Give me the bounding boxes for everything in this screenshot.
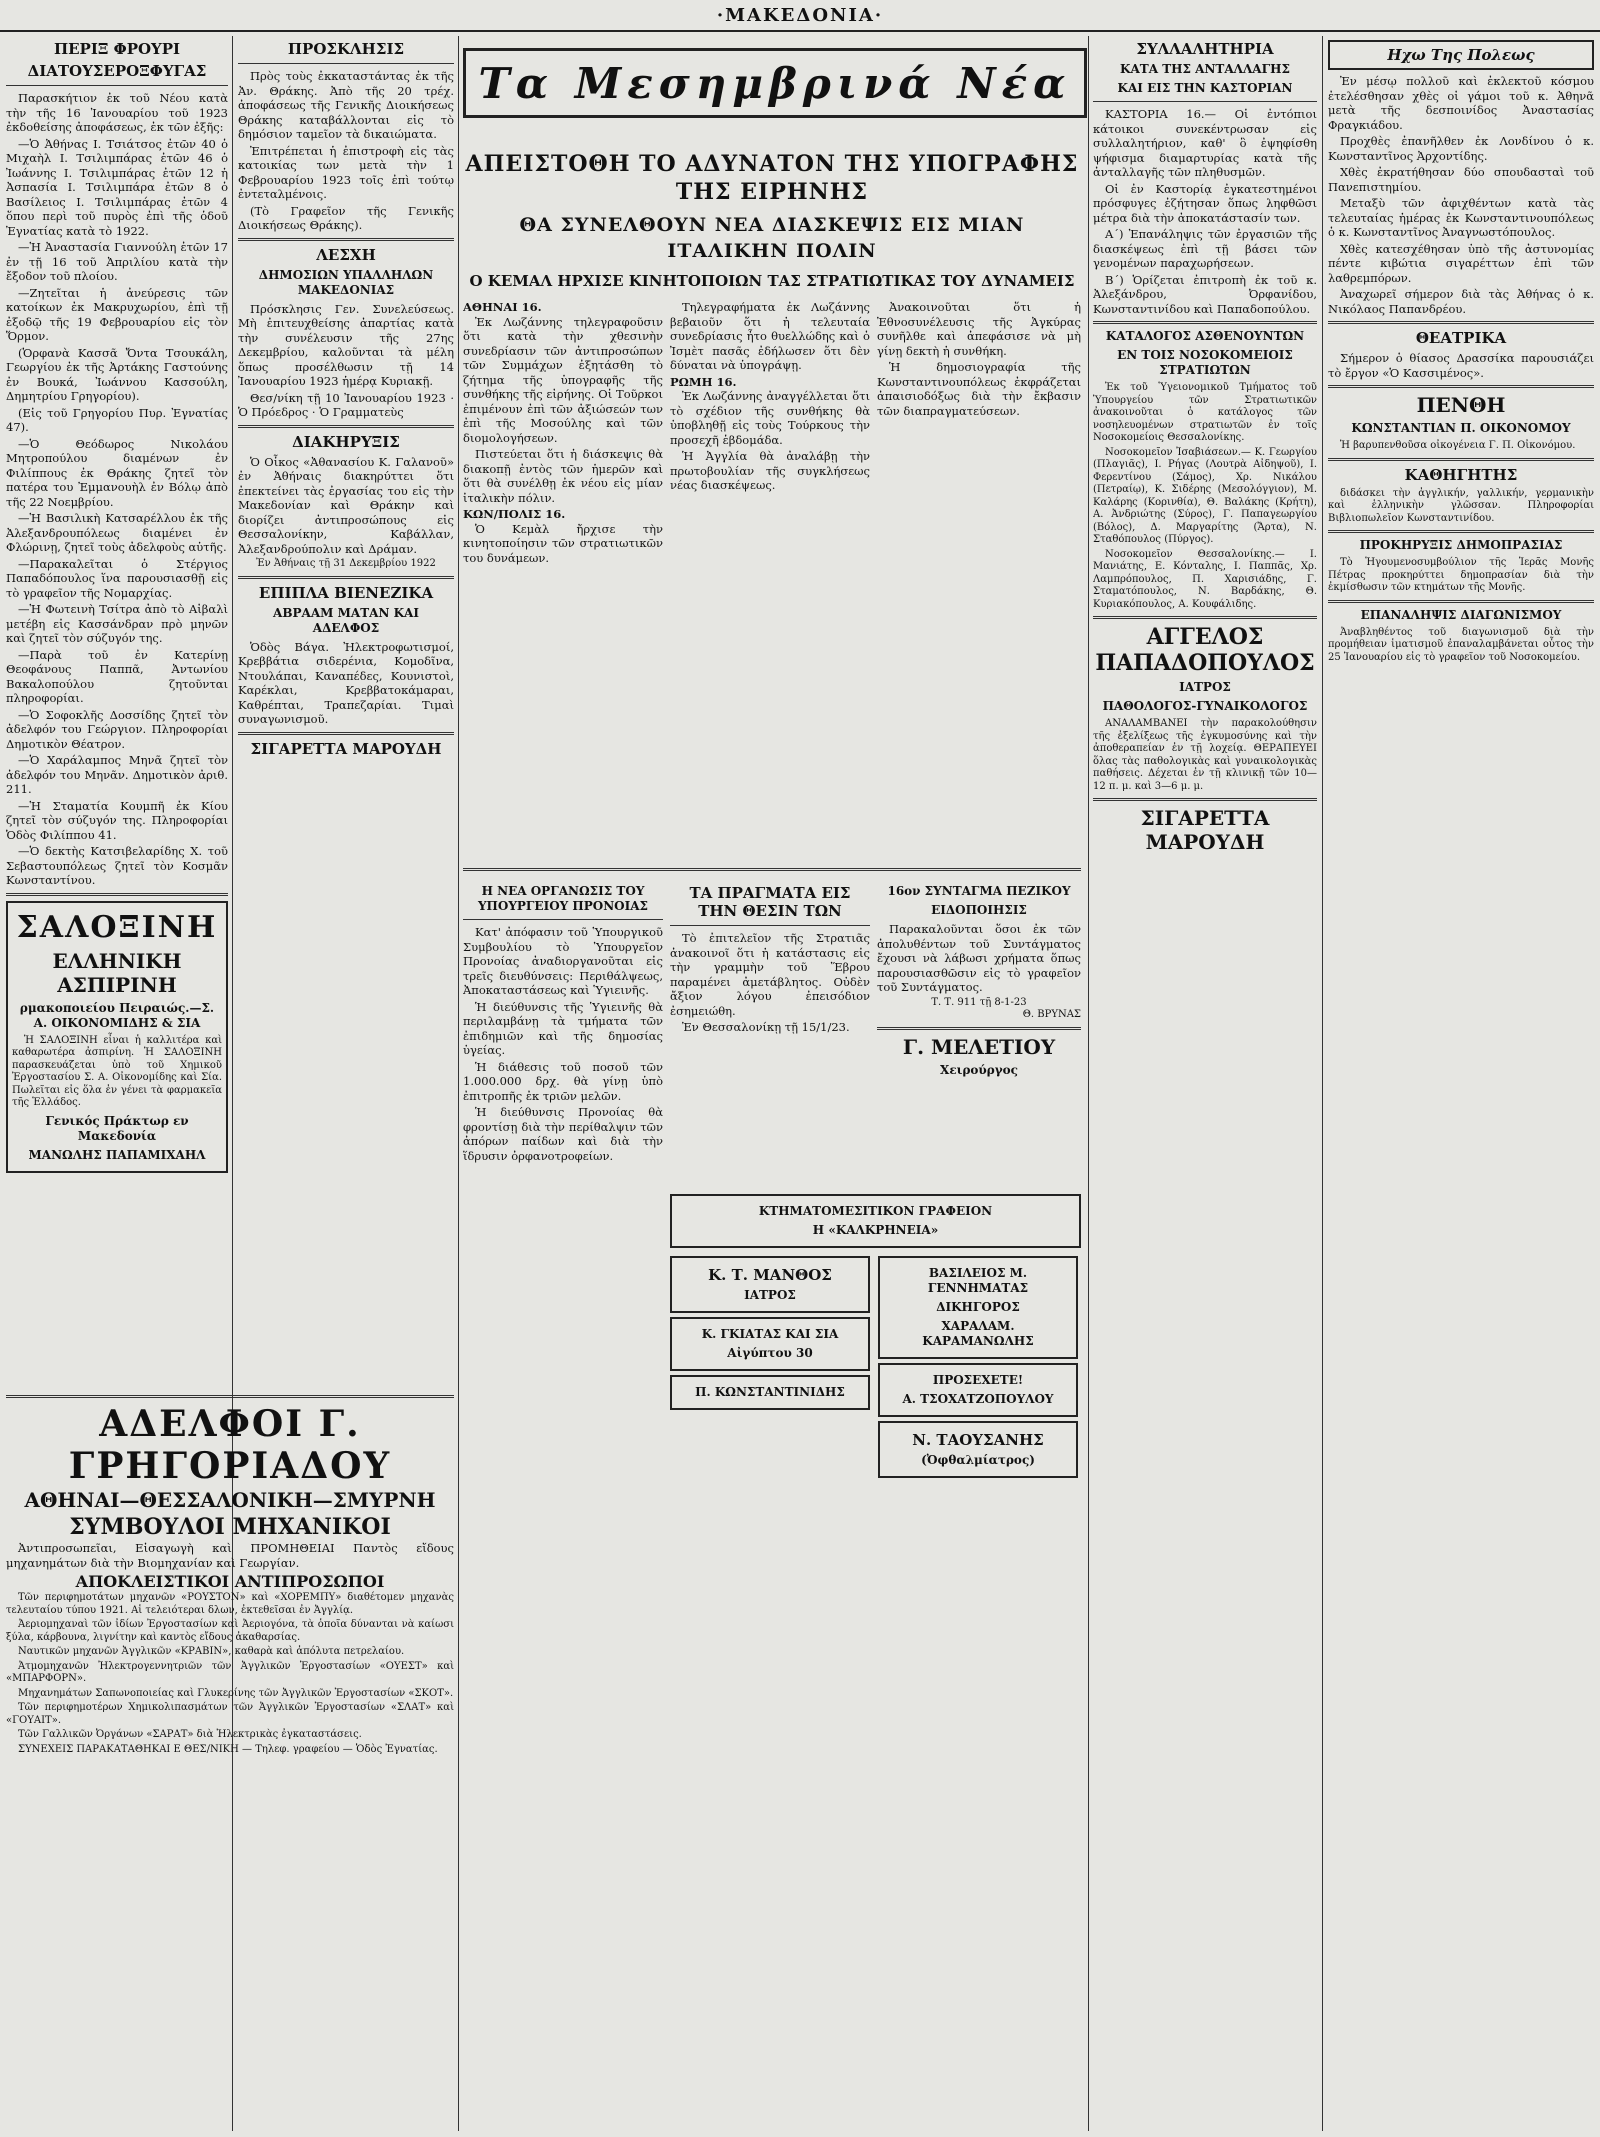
club-heading: ΛΕΣΧΗ: [316, 245, 376, 264]
furniture-heading: ΕΠΙΠΛΑ ΒΙΕΝΕΖΙΚΑ: [258, 583, 434, 602]
furniture-body: Ὁδὸς Βάγα. Ἠλεκτροφωτισμοί, Κρεββάτια σιδερένια, Κομοδῖνα, Ντουλάπαι, Καναπέδες, Κουνιστοὶ, Καρέκλαι, Κρεββατοκάμαραι, Καθρέπται, Τραπεζαρίαι. Τιμαὶ συναγωνισμοῦ.: [238, 639, 454, 726]
notice-heading: ΔΙΑΚΗΡΥΞΙΣ: [292, 432, 400, 451]
mid-ads: [670, 1190, 1081, 1620]
konst-name: Π. ΚΩΝΣΤΑΝΤΙΝΙΔΗΣ: [695, 1385, 845, 1399]
mid-col-a: Η ΝΕΑ ΟΡΓΑΝΩΣΙΣ ΤΟΥ ΥΠΟΥΡΓΕΙΟΥ ΠΡΟΝΟΙΑΣ Κατ' ἀπόφασιν τοῦ Ὑπουργικοῦ Συμβουλίου τὸ Ὑπουργεῖον Προνοίας ἀναδιοργανοῦται εἰς τρεῖς διευθύνσεις: Περιθάλψεως, Ἀποκαταστάσεως καὶ Ὑγιεινῆς. Ἡ διεύθυνσις τῆς Ὑγιεινῆς θὰ περιλαμβάνῃ τὰ τμήματα τῶν ἐπιδημιῶν καὶ τῆς δημοσίας ὑγείας. Ἡ διάθεσις τοῦ ποσοῦ τῶν 1.000.000 δρχ. θὰ γίνῃ ὑπὸ ἐπιτροπῆς ἐκ τριῶν μελῶν. Ἡ διεύθυνσις Προνοίας θὰ φροντίσῃ διὰ τὴν περίθαλψιν τῶν ἀπόρων παίδων καὶ διὰ τὴν ἵδρυσιν ὀρφανοτροφείων.: [463, 884, 663, 1163]
manthos-name: Κ. Τ. ΜΑΝΘΟΣ: [708, 1266, 832, 1284]
column-1: [6, 36, 228, 1536]
things-heading: ΤΑ ΠΡΑΓΜΑΤΑ ΕΙΣ ΤΗΝ ΘΕΣΙΝ ΤΩΝ: [689, 884, 851, 920]
theatre-heading: ΘΕΑΤΡΙΚΑ: [1415, 329, 1507, 347]
mid-col-b: ΤΑ ΠΡΑΓΜΑΤΑ ΕΙΣ ΤΗΝ ΘΕΣΙΝ ΤΩΝ Τὸ ἐπιτελεῖον τῆς Στρατιᾶς ἀνακοινοῖ ὅτι ἡ κατάστασις εἰς τὴν γραμμὴν τοῦ Ἕβρου παραμένει ἀμετάβλητος. Οὐδὲν ἄξιον λόγου ἐπεισόδιον ἐσημειώθη. Ἐν Θεσσαλονίκῃ τῇ 15/1/23.: [670, 884, 870, 1034]
dateline-athens: ΑΘΗΝΑΙ 16.: [463, 300, 542, 314]
grigoriadou-reps: ΑΠΟΚΛΕΙΣΤΙΚΟΙ ΑΝΤΙΠΡΟΣΩΠΟΙ: [75, 1572, 385, 1591]
section-banner: Τα Μεσημβρινά Νέα: [463, 48, 1087, 118]
column-rule: [1088, 36, 1089, 2131]
doctor-meletiou-sub: Χειρούργος: [940, 1062, 1018, 1077]
masthead: ·ΜΑΚΕΔΟΝΙΑ·: [0, 0, 1600, 32]
lawyer-title: ΔΙΚΗΓΟΡΟΣ: [936, 1300, 1020, 1314]
col1-body: Παρασκήτιον ἐκ τοῦ Νέου κατὰ τὴν τῆς 16 Ἰανουαρίου τοῦ 1923 ἐκδοθείσης ἀποφάσεως, ἐκ τῶν ἐξῆς: —Ὁ Ἀθήνας Ι. Τσιάτσος ἐτῶν 40 ὁ Μιχαὴλ Ι. Τσιλιμπάρας ἐτῶν 46 ὁ Ἰωάννης Ι. Τσιλιμπάρας ἐτῶν 12 ἡ Ἀσπασία Ι. Τσιλιμπάρα ἐτῶν 8 ὁ Βασίλειος Ι. Τσιλιμπάρας ἐτῶν 4 ὅπου περὶ τοῦ πυρὸς ἐπὶ τῆς ὁδοῦ Ἐγνατίας κατὰ τὸ 1922. —Ἡ Ἀναστασία Γιαννούλη ἐτῶν 17 ἐν τῇ 16 τοῦ Ἀπριλίου κατὰ τὴν ἔξοδον τοῦ πλοίου. —Ζητεῖται ἡ ἀνεύρεσις τῶν κατοίκων ἐκ Μακρυχωρίου, ἐπὶ τῇ ἐξοδῷ τῆς 19 Φεβρουαρίου εἰς τὸν Ὅρμον. (Ὁρφανὰ Κασσᾶ Ὄντα Τσουκάλη, Γεωργίου ἐκ τῆς Ἀρτάκης Γαστούνης ἐν Βουκά, Ἰωάννου Κασσούλη, Δημητρίου Γρηγορίου). (Εἰς τοῦ Γρηγορίου Πυρ. Ἐγνατίας 47). —Ὁ Θεόδωρος Νικολάου Μητροπούλου διαμένων ἐν Φιλίππους ἐκ Θράκης ζητεῖ τὸν πατέρα του Ἐμμανουὴλ ἐν Βόλῳ ἀπὸ τῆς 22 Νοεμβρίου. —Ἡ Βασιλικὴ Κατσαρέλλου ἐκ τῆς Ἀλεξανδρουπόλεως διαμένει ἐν Φλώρινῃ, ζητεῖ τοὺς ἀδελφοὺς αὐτῆς. —Παρακαλεῖται ὁ Στέργιος Παπαδόπουλος ἵνα παρουσιασθῇ εἰς τὸ γραφεῖον τῆς Νομαρχίας. —Ἡ Φωτεινὴ Τσίτρα ἀπὸ τὸ Αἰβαλὶ μετέβη εἰς Κασσάνδραν πρὸ μηνῶν καὶ ζητεῖ τὸν σύζυγόν της. —Παρὰ τοῦ ἐν Κατερίνῃ Θεοφάνους Παππᾶ, Ἀντωνίου Βακαλοπούλου ζητοῦνται πληροφορίαι. —Ὁ Σοφοκλῆς Δοσσίδης ζητεῖ τὸν ἀδελφόν του Γεώργιον. Πληροφορίαι Δημοτικὸν Θέατρον. —Ὁ Χαράλαμπος Μηνᾶ ζητεῖ τὸν ἀδελφόν του Μηνᾶν. Δημοτικὸν ἀριθ. 211. —Ἡ Σταματία Κουμπῆ ἐκ Κίου ζητεῖ τὸν σύζυγόν της. Πληροφορίαι Ὁδὸς Φιλίππου 41. —Ὁ δεκτὴς Κατσιβελαρίδης Χ. τοῦ Σεβαστουπόλεως ζητεῖ τὸν Κοσμᾶν Κωνσταντίνου.: [6, 91, 228, 887]
giatas-addr: Αἰγύπτου 30: [727, 1346, 813, 1360]
ministry-heading: Η ΝΕΑ ΟΡΓΑΝΩΣΙΣ ΤΟΥ ΥΠΟΥΡΓΕΙΟΥ ΠΡΟΝΟΙΑΣ: [477, 884, 649, 913]
main-story-col-b: Τηλεγραφήματα ἐκ Λωζάννης βεβαιοῦν ὅτι ἡ τελευταία συνεδρίασις ἦτο θυελλώδης καὶ ὁ Ἰσμὲτ πασᾶς ἐδήλωσεν ὅτι δὲν δύναται νὰ ὑπογράψῃ. ΡΩΜΗ 16. Ἐκ Λωζάννης ἀναγγέλλεται ὅτι τὸ σχέδιον τῆς συνθήκης θὰ ὑποβληθῇ εἰς τοὺς Τούρκους τὴν προσεχῆ ἑβδομάδα. Ἡ Ἀγγλία θὰ ἀναλάβῃ τὴν πρωτοβουλίαν τῆς συγκλήσεως νέας διασκέψεως.: [670, 300, 870, 492]
giatas-name: Κ. ΓΚΙΑΤΑΣ ΚΑΙ ΣΙΑ: [701, 1327, 839, 1341]
mid-col-c: 16ον ΣΥΝΤΑΓΜΑ ΠΕΖΙΚΟΥ ΕΙΔΟΠΟΙΗΣΙΣ Παρακαλοῦνται ὅσοι ἐκ τῶν ἀπολυθέντων τοῦ Συντάγματος ἔχουσι νὰ λάβωσι χρήματα ὅπως παρουσιασθῶσιν εἰς τὸ γραφεῖον τοῦ Συντάγματος. Τ. Τ. 911 τῇ 8-1-23 Θ. ΒΡΥΝΑΣ Γ. ΜΕΛΕΤΙΟΥ Χειρούργος: [877, 884, 1081, 1077]
tt-line: Τ. Τ. 911 τῇ 8-1-23: [931, 996, 1027, 1008]
echo-heading: Ηχω Της Πολεως: [1328, 40, 1594, 70]
headline-3: Ο ΚΕΜΑΛ ΗΡΧΙΣΕ ΚΙΝΗΤΟΠΟΙΩΝ ΤΑΣ ΣΤΡΑΤΙΩΤΙΚΑΣ ΤΟΥ ΔΥΝΑΜΕΙΣ: [469, 272, 1075, 290]
auction-heading: ΠΡΟΚΗΡΥΞΙΣ ΔΗΜΟΠΡΑΣΙΑΣ: [1359, 538, 1563, 552]
col2-body: Πρὸς τοὺς ἐκκαταστάντας ἐκ τῆς Ἀν. Θράκης. Ἀπὸ τῆς 20 τρέχ. ἀποφάσεως τῆς Γενικῆς Διοικήσεως Θράκης καταβάλλονται εἰς τὸ δημόσιον ταμεῖον τὰ δικαιώματα. Ἐπιτρέπεται ἡ ἐπιστροφὴ εἰς τὰς κατοικίας των μετὰ τὴν 1 Φεβρουαρίου 1923 τοῖς ἐπὶ τούτῳ ἐντεταλμένοις. (Τὸ Γραφεῖον τῆς Γενικῆς Διοικήσεως Θράκης).: [238, 69, 454, 232]
aspirin-ad-agent-name: ΜΑΝΩΛΗΣ ΠΑΠΑΜΙΧΑΗΛ: [28, 1147, 206, 1162]
doctor-papadopoulos-sub: ΙΑΤΡΟΣ: [1179, 680, 1231, 694]
aspirin-ad-line: ρμακοποιείου Πειραιώς.—Σ. Α. ΟΙΚΟΝΟΜΙΔΗΣ & ΣΙΑ: [19, 1000, 215, 1030]
teacher-heading: ΚΑΘΗΓΗΤΗΣ: [1404, 465, 1518, 484]
manthos-ad: [670, 1256, 870, 1313]
aspirin-ad-agent: Γενικός Πράκτωρ εν Μακεδονία: [45, 1113, 189, 1143]
grigoriadou-ad: ΑΔΕΛΦΟΙ Γ. ΓΡΗΓΟΡΙΑΔΟΥ ΑΘΗΝΑΙ—ΘΕΣΣΑΛΟΝΙΚΗ—ΣΜΥΡΝΗ ΣΥΜΒΟΥΛΟΙ ΜΗΧΑΝΙΚΟΙ Ἀντιπροσωπεῖαι, Εἰσαγωγὴ καὶ ΠΡΟΜΗΘΕΙΑΙ Παντὸς εἴδους μηχανημάτων διὰ τὴν Βιομηχανίαν καὶ Γεωργίαν. ΑΠΟΚΛΕΙΣΤΙΚΟΙ ΑΝΤΙΠΡΟΣΩΠΟΙ Τῶν περιφημοτάτων μηχανῶν «ΡΟΥΣΤΟΝ» καὶ «ΧΟΡΕΜΠΥ» διαθέτομεν μηχανὰς τελευταίου τύπου 1921. Αἱ τελειότεραι δλων, ἐκτεθεῖσαι ἐν Ἀγγλίᾳ. Ἀεριομηχαναὶ τῶν ἰδίων Ἐργοστασίων καὶ Ἀεριογόνα, τὰ ὁποῖα δύνανται νὰ καίωσι ξύλα, κάρβουνα, λιγνίτην καὶ καντὸς εἴδους ἀκαθαρσίας. Ναυτικῶν μηχανῶν Ἀγγλικῶν «ΚΡΑΒΙΝ», καθαρὰ καὶ ἀπόλυτα πετρελαίου. Ἀτμομηχανῶν Ἠλεκτρογεννητριῶν τῶν Ἀγγλικῶν Ἐργοστασίων «ΟΥΕΣΤ» καὶ «ΜΠΑΡΦΟΡΝ». Μηχανημάτων Σαπωνοποιείας καὶ Γλυκερίνης τῶν Ἀγγλικῶν Ἐργοστασίων «ΣΚΟΤ». Τῶν περιφημοτέρων Χημικολιπασμάτων τῶν Ἀγγλικῶν Ἐργοστασίων «ΣΛΑΤ» καὶ «ΓΟΥΑΙΤ». Τῶν Γαλλικῶν Ὀργάνων «ΣΑΡΑΤ» διὰ Ἠλεκτρικὰς ἐγκαταστάσεις. ΣΥΝΕΧΕΙΣ ΠΑΡΑΚΑΤΑΘΗΚΑΙ Ε ΘΕΣ/ΝΙΚΗ — Τηλεφ. γραφείου — Ὁδὸς Ἐγνατίας.: [6, 1390, 454, 2130]
headline-1: ΑΠΕΙΣΤΟΘΗ ΤΟ ΑΔΥΝΑΤΟΝ ΤΗΣ ΥΠΟΓΡΑΦΗΣ ΤΗΣ ΕΙΡΗΝΗΣ: [465, 151, 1079, 205]
coop-heading-3: ΚΑΙ ΕΙΣ ΤΗΝ ΚΑΣΤΟΡΙΑΝ: [1117, 81, 1293, 95]
col2-heading: ΠΡΟΣΚΛΗΣΙΣ: [287, 40, 405, 58]
grigoriadou-cities: ΑΘΗΝΑΙ—ΘΕΣΣΑΛΟΝΙΚΗ—ΣΜΥΡΝΗ: [24, 1488, 436, 1512]
lawyer-ad: [878, 1256, 1078, 1359]
main-story-col-c: Ἀνακοινοῦται ὅτι ἡ Ἐθνοσυνέλευσις τῆς Ἀγκύρας συνῆλθε καὶ ἀπεφάσισε νὰ μὴ γίνῃ δεκτὴ ἡ συνθήκη. Ἡ δημοσιογραφία τῆς Κωνσταντινουπόλεως ἐκφράζεται ἀπαισιοδόξως διὰ τὴν ἔκβασιν τῶν διαπραγματεύσεων.: [877, 300, 1081, 418]
hospital-subheading: ΕΝ ΤΟΙΣ ΝΟΣΟΚΟΜΕΙΟΙΣ ΣΤΡΑΤΙΩΤΩΝ: [1117, 348, 1293, 377]
attention-ad: [878, 1363, 1078, 1417]
dateline-constantinople: ΚΩΝ/ΠΟΛΙΣ 16.: [463, 507, 566, 521]
aspirin-ad: ΣΑΛΟΞΙΝΗ ΕΛΛΗΝΙΚΗ ΑΣΠΙΡΙΝΗ ρμακοποιείου Πειραιώς.—Σ. Α. ΟΙΚΟΝΟΜΙΔΗΣ & ΣΙΑ Ἡ ΣΑΛΟΞΙΝΗ εἶναι ἡ καλλιτέρα καὶ καθαρωτέρα ἀσπιρίνη. Ἡ ΣΑΛΟΞΙΝΗ παρασκευάζεται ὑπὸ τοῦ Χημικοῦ Ἐργοστασίου Σ. Α. Οἰκονομίδης καὶ Σία. Πωλεῖται εἰς ὅλα ἐν γένει τὰ φαρμακεῖα τῆς Ἑλλάδος. Γενικός Πράκτωρ εν Μακεδονία ΜΑΝΩΛΗΣ ΠΑΠΑΜΙΧΑΗΛ: [6, 901, 228, 1173]
mourning-heading: ΠΕΝΘΗ: [1416, 393, 1506, 417]
dateline-rome: ΡΩΜΗ 16.: [670, 374, 737, 389]
oph-title: (Ὀφθαλμίατρος): [921, 1453, 1035, 1467]
column-rule: [1322, 36, 1323, 2131]
attention-title: ΠΡΟΣΕΧΕΤΕ!: [932, 1373, 1024, 1387]
column-2: [238, 36, 454, 1416]
doctor-papadopoulos: ΑΓΓΕΛΟΣ ΠΑΠΑΔΟΠΟΥΛΟΣ: [1095, 624, 1315, 676]
right-col-a: ΣΥΛΛΑΛΗΤΗΡΙΑ ΚΑΤΑ ΤΗΣ ΑΝΤΑΛΛΑΓΗΣ ΚΑΙ ΕΙΣ ΤΗΝ ΚΑΣΤΟΡΙΑΝ ΚΑΣΤΟΡΙΑ 16.— Οἱ ἐντόπιοι κάτοικοι συνεκέντρωσαν εἰς συλλαλητήριον, καθ' ὃ ἐψηφίσθη ψήφισμα διαμαρτυρίας κατὰ τῆς ἀνταλλαγῆς τῶν πληθυσμῶν. Οἱ ἐν Καστορίᾳ ἐγκατεστημένοι πρόσφυγες ἐζήτησαν ὅπως ληφθῶσι μέτρα διὰ τὴν ἀποκατάστασίν των. Α΄) Ἐπανάληψις τῶν ἐργασιῶν τῆς διασκέψεως ἐπὶ τῇ βάσει τῶν γενομένων παραχωρήσεων. Β΄) Ὁρίζεται ἐπιτροπὴ ἐκ τοῦ κ. Ἀλεξάνδρου, Ὀρφανίδου, Κωνσταντινίδου καὶ Παπαδοπούλου. ΚΑΤΑΛΟΓΟΣ ΑΣΘΕΝΟΥΝΤΩΝ ΕΝ ΤΟΙΣ ΝΟΣΟΚΟΜΕΙΟΙΣ ΣΤΡΑΤΙΩΤΩΝ Ἐκ τοῦ Ὑγειονομικοῦ Τμήματος τοῦ Ὑπουργείου τῶν Στρατιωτικῶν ἀνακοινοῦται ὁ κατάλογος τῶν νοσηλευομένων στρατιωτῶν ἐν τοῖς Νοσοκομείοις Θεσσαλονίκης. Νοσοκομεῖον Ἰσαβιάσεων.— Κ. Γεωργίου (Πλαγιᾶς), Ι. Ρήγας (Λουτρὰ Αἰδηψοῦ), Ι. Φερεντίνου (Σάμος), Χρ. Νικάλου (Πετραίῳ), Κ. Σιδέρης (Μεσολόγγιον), Μ. Καλάρης (Κορινθία), Θ. Βαλάκης (Κρήτη), Α. Ἀνδριώτης (Σύρος), Γ. Παπαγεωργίου (Βόλος), Δ. Μαργαρίτης (Ἄρτα), Ν. Σταθόπουλος (Πύργος). Νοσοκομεῖον Θεσσαλονίκης.— Ι. Μανιάτης, Ε. Κόνταλης, Ι. Παππᾶς, Χρ. Λαμπρόπουλος, Π. Χαρισιάδης, Γ. Σταματόπουλος, Ν. Βαρδάκης, Θ. Κυριακόπουλος, Α. Κουφάλιδης. ΑΓΓΕΛΟΣ ΠΑΠΑΔΟΠΟΥΛΟΣ ΙΑΤΡΟΣ ΠΑΘΟΛΟΓΟΣ-ΓΥΝΑΙΚΟΛΟΓΟΣ ΑΝΑΛΑΜΒΑΝΕΙ τὴν παρακολούθησιν τῆς ἐξελίξεως τῆς ἐγκυμοσύνης καὶ τὴν ἀποθεραπείαν ἐν τῇ λοχείᾳ. ΘΕΡΑΠΕΥΕΙ ὅλας τὰς παθολογικὰς καὶ γυναικολογικὰς παθήσεις. Δέχεται ἐν τῇ κλινικῇ τῶν 10—12 π. μ. καὶ 3—6 μ. μ. ΣΙΓΑΡΕΤΤΑ ΜΑΡΟΥΔΗ: [1093, 40, 1317, 854]
office-ad-title: ΚΤΗΜΑΤΟΜΕΣΙΤΙΚΟΝ ΓΡΑΦΕΙΟΝ: [758, 1204, 993, 1218]
cigarette-ad-left: ΣΙΓΑΡΕΤΤΑ ΜΑΡΟΥΔΗ: [250, 739, 442, 758]
club-subheading: ΔΗΜΟΣΙΩΝ ΥΠΑΛΛΗΛΩΝ ΜΑΚΕΔΟΝΙΑΣ: [258, 267, 434, 297]
notice-date: Ἐν Ἀθήναις τῇ 31 Δεκεμβρίου 1922: [256, 558, 436, 569]
giatas-ad: [670, 1317, 870, 1371]
main-headlines: [463, 150, 1081, 292]
konst-ad: [670, 1375, 870, 1410]
mourning-name: ΚΩΝΣΤΑΝΤΙΑΝ Π. ΟΙΚΟΝΟΜΟΥ: [1351, 421, 1571, 435]
office-ad: [670, 1194, 1081, 1248]
col1-subheading: ΔΙΑΤΟΥΣΕΡΟΞΦΥΓΑΣ: [27, 62, 207, 80]
doctor-papadopoulos-sub2: ΠΑΘΟΛΟΓΟΣ-ΓΥΝΑΙΚΟΛΟΓΟΣ: [1102, 699, 1308, 713]
right-col-b: Ηχω Της Πολεως Ἐν μέσῳ πολλοῦ καὶ ἐκλεκτοῦ κόσμου ἐτελέσθησαν χθὲς οἱ γάμοι τοῦ κ. Ἀθηνᾶ μετὰ τῆς δεσποινίδος Ἀναστασίας Φραγκιάδου. Προχθὲς ἐπανῆλθεν ἐκ Λονδίνου ὁ κ. Κωνσταντῖνος Ἀρχοντίδης. Χθὲς ἐκρατήθησαν δύο σπουδασταὶ τοῦ Πανεπιστημίου. Μεταξὺ τῶν ἀφιχθέντων κατὰ τὰς τελευταίας ἡμέρας ἐκ Κωνσταντινουπόλεως ὁ κ. Κωνσταντῖνος Ἀναγνωστόπουλος. Χθὲς κατεσχέθησαν ὑπὸ τῆς ἀστυνομίας πέντε κιβώτια σιγαρέττων ἐπὶ τῶν λαθρεμπόρων. Ἀναχωρεῖ σήμερον διὰ τὰς Ἀθήνας ὁ κ. Νικόλαος Παπανδρέου. ΘΕΑΤΡΙΚΑ Σήμερον ὁ θίασος Δρασσίκα παρουσιάζει τὸ ἔργον «Ὁ Κασσιμένος». ΠΕΝΘΗ ΚΩΝΣΤΑΝΤΙΑΝ Π. ΟΙΚΟΝΟΜΟΥ Ἡ βαρυπενθοῦσα οἰκογένεια Γ. Π. Οἰκονόμου. ΚΑΘΗΓΗΤΗΣ διδάσκει τὴν ἀγγλικήν, γαλλικήν, γερμανικὴν καὶ ἑλληνικὴν γλῶσσαν. Πληροφορίαι Βιβλιοπωλεῖον Κωνσταντινίδου. ΠΡΟΚΗΡΥΞΙΣ ΔΗΜΟΠΡΑΣΙΑΣ Τὸ Ἡγουμενοσυμβούλιον τῆς Ἱερᾶς Μονῆς Πέτρας προκηρύττει δημοπρασίαν διὰ τὴν ἐκμίσθωσιν τῶν κτημάτων τῆς Μονῆς. ΕΠΑΝΑΛΗΨΙΣ ΔΙΑΓΩΝΙΣΜΟΥ Ἀναβληθέντος τοῦ διαγωνισμοῦ διὰ τὴν προμήθειαν ἱματισμοῦ ἐπαναλαμβάνεται οὗτος τὴν 25 Ἰανουαρίου εἰς τὸ γραφεῖον τοῦ Νοσοκομείου.: [1328, 36, 1594, 2126]
infantry-subheading: ΕΙΔΟΠΟΙΗΣΙΣ: [931, 903, 1027, 917]
coop-heading-2: ΚΑΤΑ ΤΗΣ ΑΝΤΑΛΛΑΓΗΣ: [1120, 62, 1290, 76]
column-rule: [458, 36, 459, 2131]
manthos-title: ΙΑΤΡΟΣ: [744, 1288, 796, 1302]
grigoriadou-title: ΑΔΕΛΦΟΙ Γ. ΓΡΗΓΟΡΙΑΔΟΥ: [68, 1403, 392, 1487]
coop-heading: ΣΥΛΛΑΛΗΤΗΡΙΑ: [1136, 40, 1274, 58]
tt-name: Θ. ΒΡΥΝΑΣ: [1022, 1009, 1081, 1020]
doctor-meletiou: Γ. ΜΕΛΕΤΙΟΥ: [902, 1034, 1056, 1059]
grigoriadou-engineers: ΣΥΜΒΟΥΛΟΙ ΜΗΧΑΝΙΚΟΙ: [69, 1514, 391, 1540]
ophthalmologist-ad: [878, 1421, 1078, 1478]
oph-name: Ν. ΤΑΟΥΣΑΝΗΣ: [912, 1431, 1044, 1449]
lawyer2-name: ΧΑΡΑΛΑΜ. ΚΑΡΑΜΑΝΩΛΗΣ: [922, 1319, 1034, 1348]
club-body: Πρόσκλησις Γεν. Συνελεύσεως. Μὴ ἐπιτευχθείσης ἀπαρτίας κατὰ τὴν συνέλευσιν τῆς 27ης Δεκεμβρίου, καλοῦνται τὰ μέλη ὅπως προσέλθωσιν τῇ 14 Ἰανουαρίου 1923 ἡμέρᾳ Κυριακῇ. Θεσ/νίκη τῇ 10 Ἰανουαρίου 1923 · Ὁ Πρόεδρος · Ὁ Γραμματεὺς: [238, 301, 454, 419]
notice-body: Ὁ Οἶκος «Ἀθανασίου Κ. Γαλανοῦ» ἐν Ἀθήναις διακηρύττει ὅτι ἐπεκτείνει τὰς ἐργασίας του εἰς τὴν Μακεδονίαν καὶ Θράκην καὶ διορίζει ἀντιπροσώπους εἰς Θεσσαλονίκην, Καβάλλαν, Ἀλεξανδρούπολιν καὶ Δράμαν.: [238, 454, 454, 556]
hospital-heading: ΚΑΤΑΛΟΓΟΣ ΑΣΘΕΝΟΥΝΤΩΝ: [1105, 329, 1305, 343]
cigarette-ad-right: ΣΙΓΑΡΕΤΤΑ ΜΑΡΟΥΔΗ: [1140, 806, 1270, 854]
infantry-heading: 16ον ΣΥΝΤΑΓΜΑ ΠΕΖΙΚΟΥ: [887, 884, 1071, 898]
main-story-col-a: ΑΘΗΝΑΙ 16. Ἐκ Λωζάννης τηλεγραφοῦσιν ὅτι κατὰ τὴν χθεσινὴν συνεδρίασιν τῶν ἀντιπροσώπων τῶν Συμμάχων ἐξητάσθη τὸ ζήτημα τῆς ὑπογραφῆς τῆς συνθήκης τῆς εἰρήνης. Οἱ Τοῦρκοι ἐπιμένουν ἐπὶ τῶν ἀξιώσεών των ἐπὶ τῆς Μοσούλης καὶ τῶν διομολογήσεων. Πιστεύεται ὅτι ἡ διάσκεψις θὰ διακοπῇ ἐντὸς τῶν ἡμερῶν καὶ ὅτι θὰ συνέλθῃ ἐκ νέου εἰς μίαν ἰταλικὴν πόλιν. ΚΩΝ/ΠΟΛΙΣ 16. Ὁ Κεμὰλ ἤρχισε τὴν κινητοποίησιν τῶν στρατιωτικῶν του δυνάμεων.: [463, 300, 663, 565]
aspirin-ad-title: ΣΑΛΟΞΙΝΗ: [16, 909, 218, 945]
office-ad-sub: Η «ΚΑΛΚΡΗΝΕΙΑ»: [812, 1223, 939, 1237]
attention-name: Α. ΤΣΟΧΑΤΖΟΠΟΥΛΟΥ: [902, 1392, 1054, 1406]
headline-2: ΘΑ ΣΥΝΕΛΘΟΥΝ ΝΕΑ ΔΙΑΣΚΕΨΙΣ ΕΙΣ ΜΙΑΝ ΙΤΑΛΙΚΗΝ ΠΟΛΙΝ: [519, 214, 1025, 262]
contest-heading: ΕΠΑΝΑΛΗΨΙΣ ΔΙΑΓΩΝΙΣΜΟΥ: [1360, 607, 1562, 622]
aspirin-ad-subtitle: ΕΛΛΗΝΙΚΗ ΑΣΠΙΡΙΝΗ: [52, 948, 182, 997]
lawyer-name: ΒΑΣΙΛΕΙΟΣ Μ. ΓΕΝΝΗΜΑΤΑΣ: [927, 1266, 1029, 1295]
col1-heading: ΠΕΡΙΞ ΦΡΟΥΡΙ: [53, 40, 181, 58]
furniture-subheading: ΑΒΡΑΑΜ ΜΑΤΑΝ ΚΑΙ ΑΔΕΛΦΟΣ: [273, 605, 419, 635]
